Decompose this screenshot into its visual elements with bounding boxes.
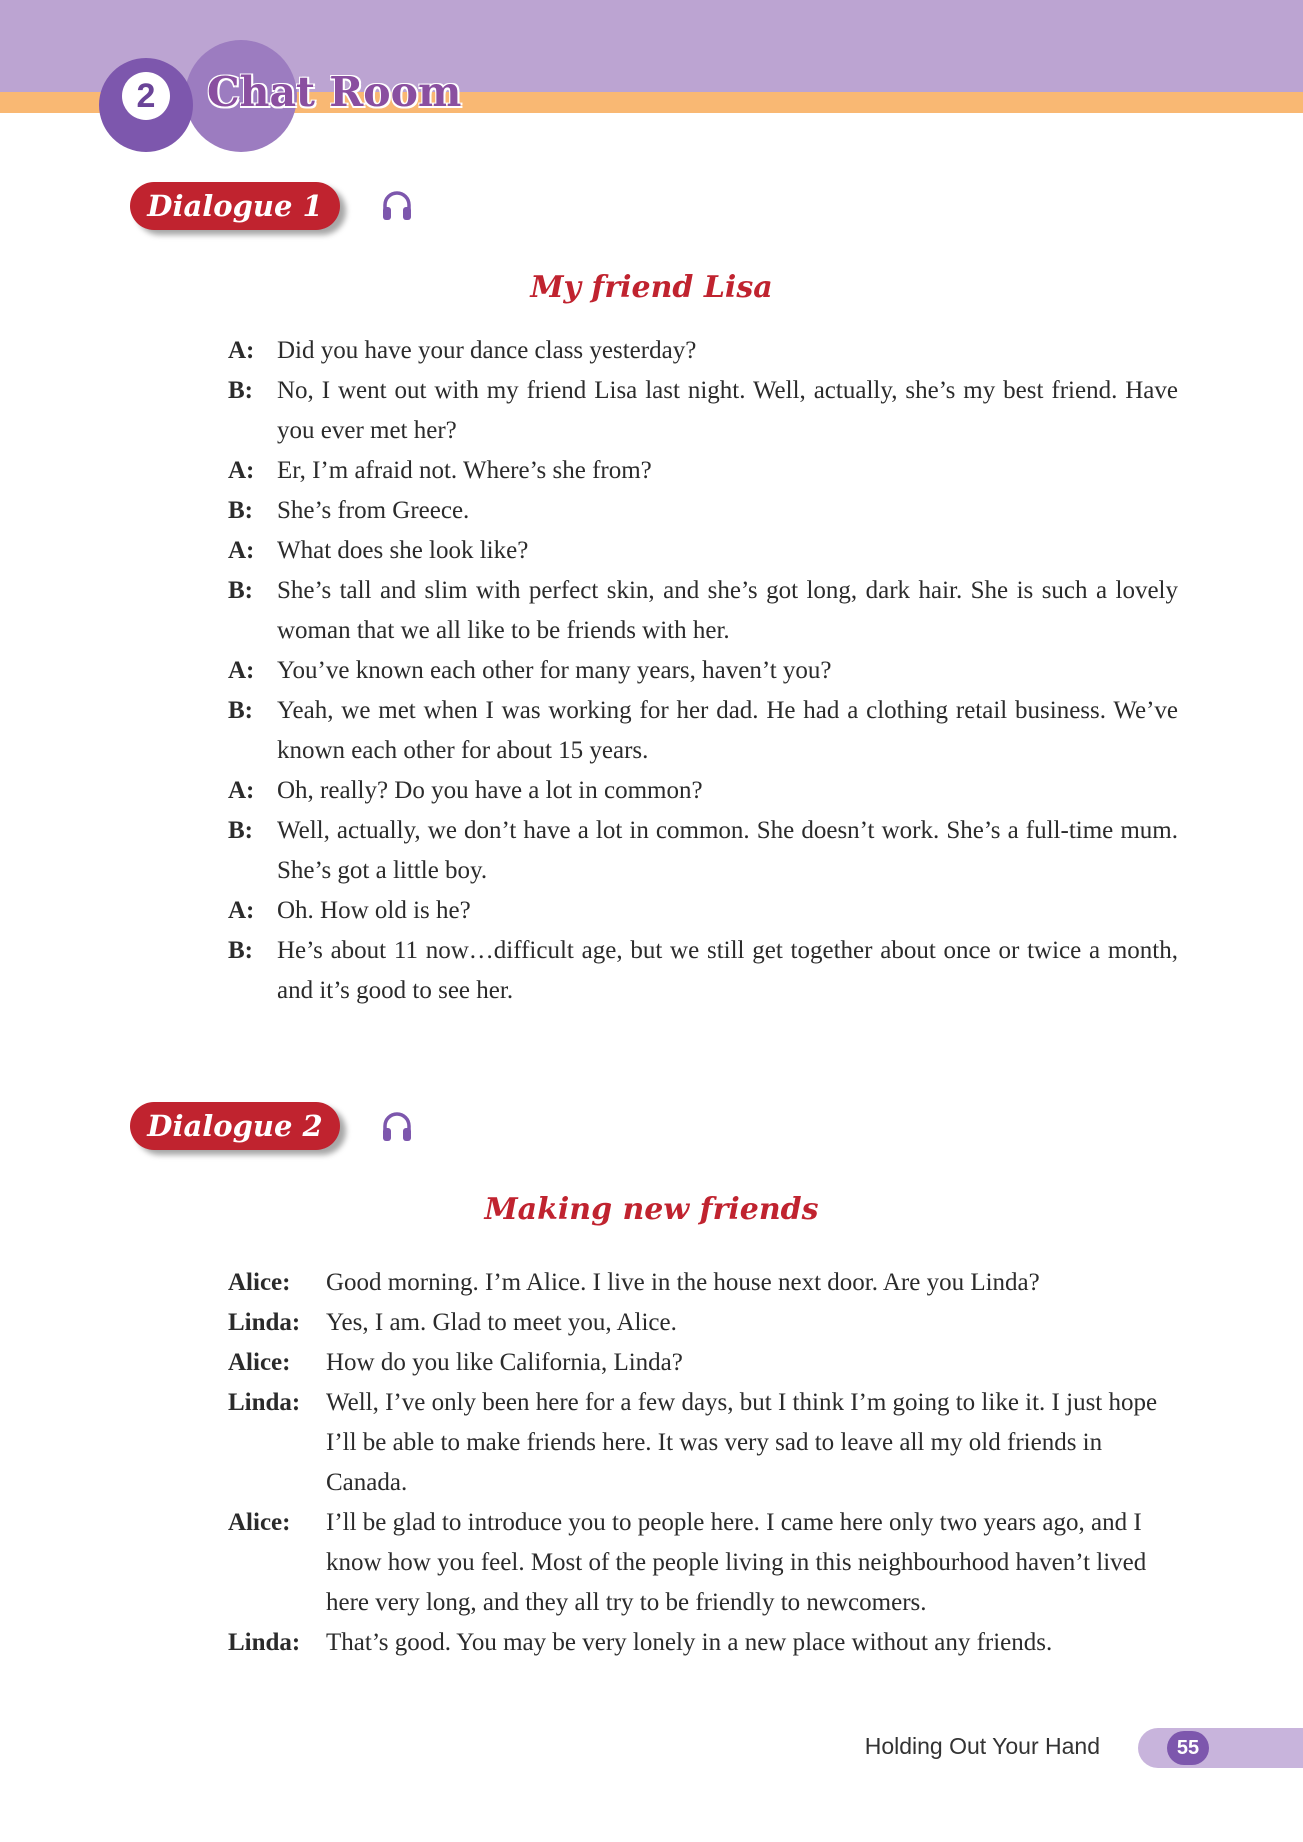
utterance-text: You’ve known each other for many years, haven’t you?	[277, 657, 832, 684]
speaker-label: Alice:	[228, 1269, 291, 1296]
dialogue-line	[228, 1503, 1178, 1623]
speaker-label: A:	[228, 537, 255, 564]
dialogue-1-text	[228, 331, 1178, 1011]
dialogue-line	[228, 771, 1178, 811]
dialogue-line	[228, 1623, 1178, 1663]
speaker-label: Linda:	[228, 1629, 301, 1656]
utterance-text: How do you like California, Linda?	[326, 1349, 683, 1376]
dialogue-line	[228, 451, 1178, 491]
speaker-label: A:	[228, 337, 255, 364]
utterance-text: Yes, I am. Glad to meet you, Alice.	[326, 1309, 677, 1336]
dialogue-line	[228, 1383, 1178, 1503]
headphones-icon[interactable]	[380, 189, 414, 223]
dialogue-1-title: My friend Lisa	[530, 270, 773, 305]
dialogue-line	[228, 571, 1178, 651]
speaker-label: B:	[228, 377, 253, 404]
utterance-text: Oh. How old is he?	[277, 897, 471, 924]
speaker-label: B:	[228, 577, 253, 604]
section-number: 2	[122, 72, 170, 120]
utterance-text: He’s about 11 now…difficult age, but we still get together about once or twice a month, and it’s good to see her.	[277, 937, 1178, 1004]
speaker-label: Linda:	[228, 1309, 301, 1336]
dialogue-line	[228, 371, 1178, 451]
dialogue-line	[228, 491, 1178, 531]
speaker-label: Linda:	[228, 1389, 301, 1416]
dialogue-line	[228, 931, 1178, 1011]
utterance-text: Did you have your dance class yesterday?	[277, 337, 697, 364]
dialogue-line	[228, 811, 1178, 891]
speaker-label: Alice:	[228, 1509, 291, 1536]
speaker-label: A:	[228, 457, 255, 484]
utterance-text: Well, I’ve only been here for a few days, but I think I’m going to like it. I just hope I’ll be able to make friends here. It was very sad to leave all my old friends in Canada.	[326, 1389, 1158, 1496]
utterance-text: Well, actually, we don’t have a lot in common. She doesn’t work. She’s a full-time mum. She’s got a little boy.	[277, 817, 1178, 884]
footer-band	[1138, 1728, 1303, 1768]
speaker-label: A:	[228, 657, 255, 684]
dialogue-2-title: Making new friends	[484, 1192, 819, 1227]
utterance-text: What does she look like?	[277, 537, 529, 564]
dialogue-line	[228, 1343, 1178, 1383]
utterance-text: She’s tall and slim with perfect skin, and she’s got long, dark hair. She is such a lovely woman that we all like to be friends with her.	[277, 577, 1178, 644]
speaker-label: B:	[228, 817, 253, 844]
speaker-label: B:	[228, 497, 253, 524]
utterance-text: Good morning. I’m Alice. I live in the house next door. Are you Linda?	[326, 1269, 1040, 1296]
section-title: Chat Room	[207, 68, 462, 116]
utterance-text: Yeah, we met when I was working for her dad. He had a clothing retail business. We’ve known each other for about 15 years.	[277, 697, 1178, 764]
dialogue-line	[228, 891, 1178, 931]
speaker-label: B:	[228, 697, 253, 724]
speaker-label: A:	[228, 777, 255, 804]
dialogue-1-label: Dialogue 1	[130, 182, 340, 230]
headphones-icon[interactable]	[380, 1110, 414, 1144]
utterance-text: I’ll be glad to introduce you to people here. I came here only two years ago, and I know how you feel. Most of the people living in this neighbourhood haven’t lived here very long, and they all try to be friendly to newcomers.	[326, 1509, 1147, 1616]
dialogue-line	[228, 1303, 1178, 1343]
dialogue-line	[228, 531, 1178, 571]
unit-title: Holding Out Your Hand	[864, 1733, 1100, 1759]
utterance-text: Oh, really? Do you have a lot in common?	[277, 777, 703, 804]
speaker-label: A:	[228, 897, 255, 924]
speaker-label: B:	[228, 937, 253, 964]
dialogue-line	[228, 691, 1178, 771]
utterance-text: That’s good. You may be very lonely in a new place without any friends.	[326, 1629, 1053, 1656]
page-number: 55	[1167, 1731, 1209, 1765]
utterance-text: No, I went out with my friend Lisa last night. Well, actually, she’s my best friend. Have you ever met her?	[277, 377, 1178, 444]
dialogue-line	[228, 331, 1178, 371]
dialogue-2-label: Dialogue 2	[130, 1102, 340, 1150]
dialogue-line	[228, 651, 1178, 691]
speaker-label: Alice:	[228, 1349, 291, 1376]
utterance-text: Er, I’m afraid not. Where’s she from?	[277, 457, 652, 484]
utterance-text: She’s from Greece.	[277, 497, 470, 524]
dialogue-line	[228, 1263, 1178, 1303]
dialogue-2-text	[228, 1263, 1178, 1663]
